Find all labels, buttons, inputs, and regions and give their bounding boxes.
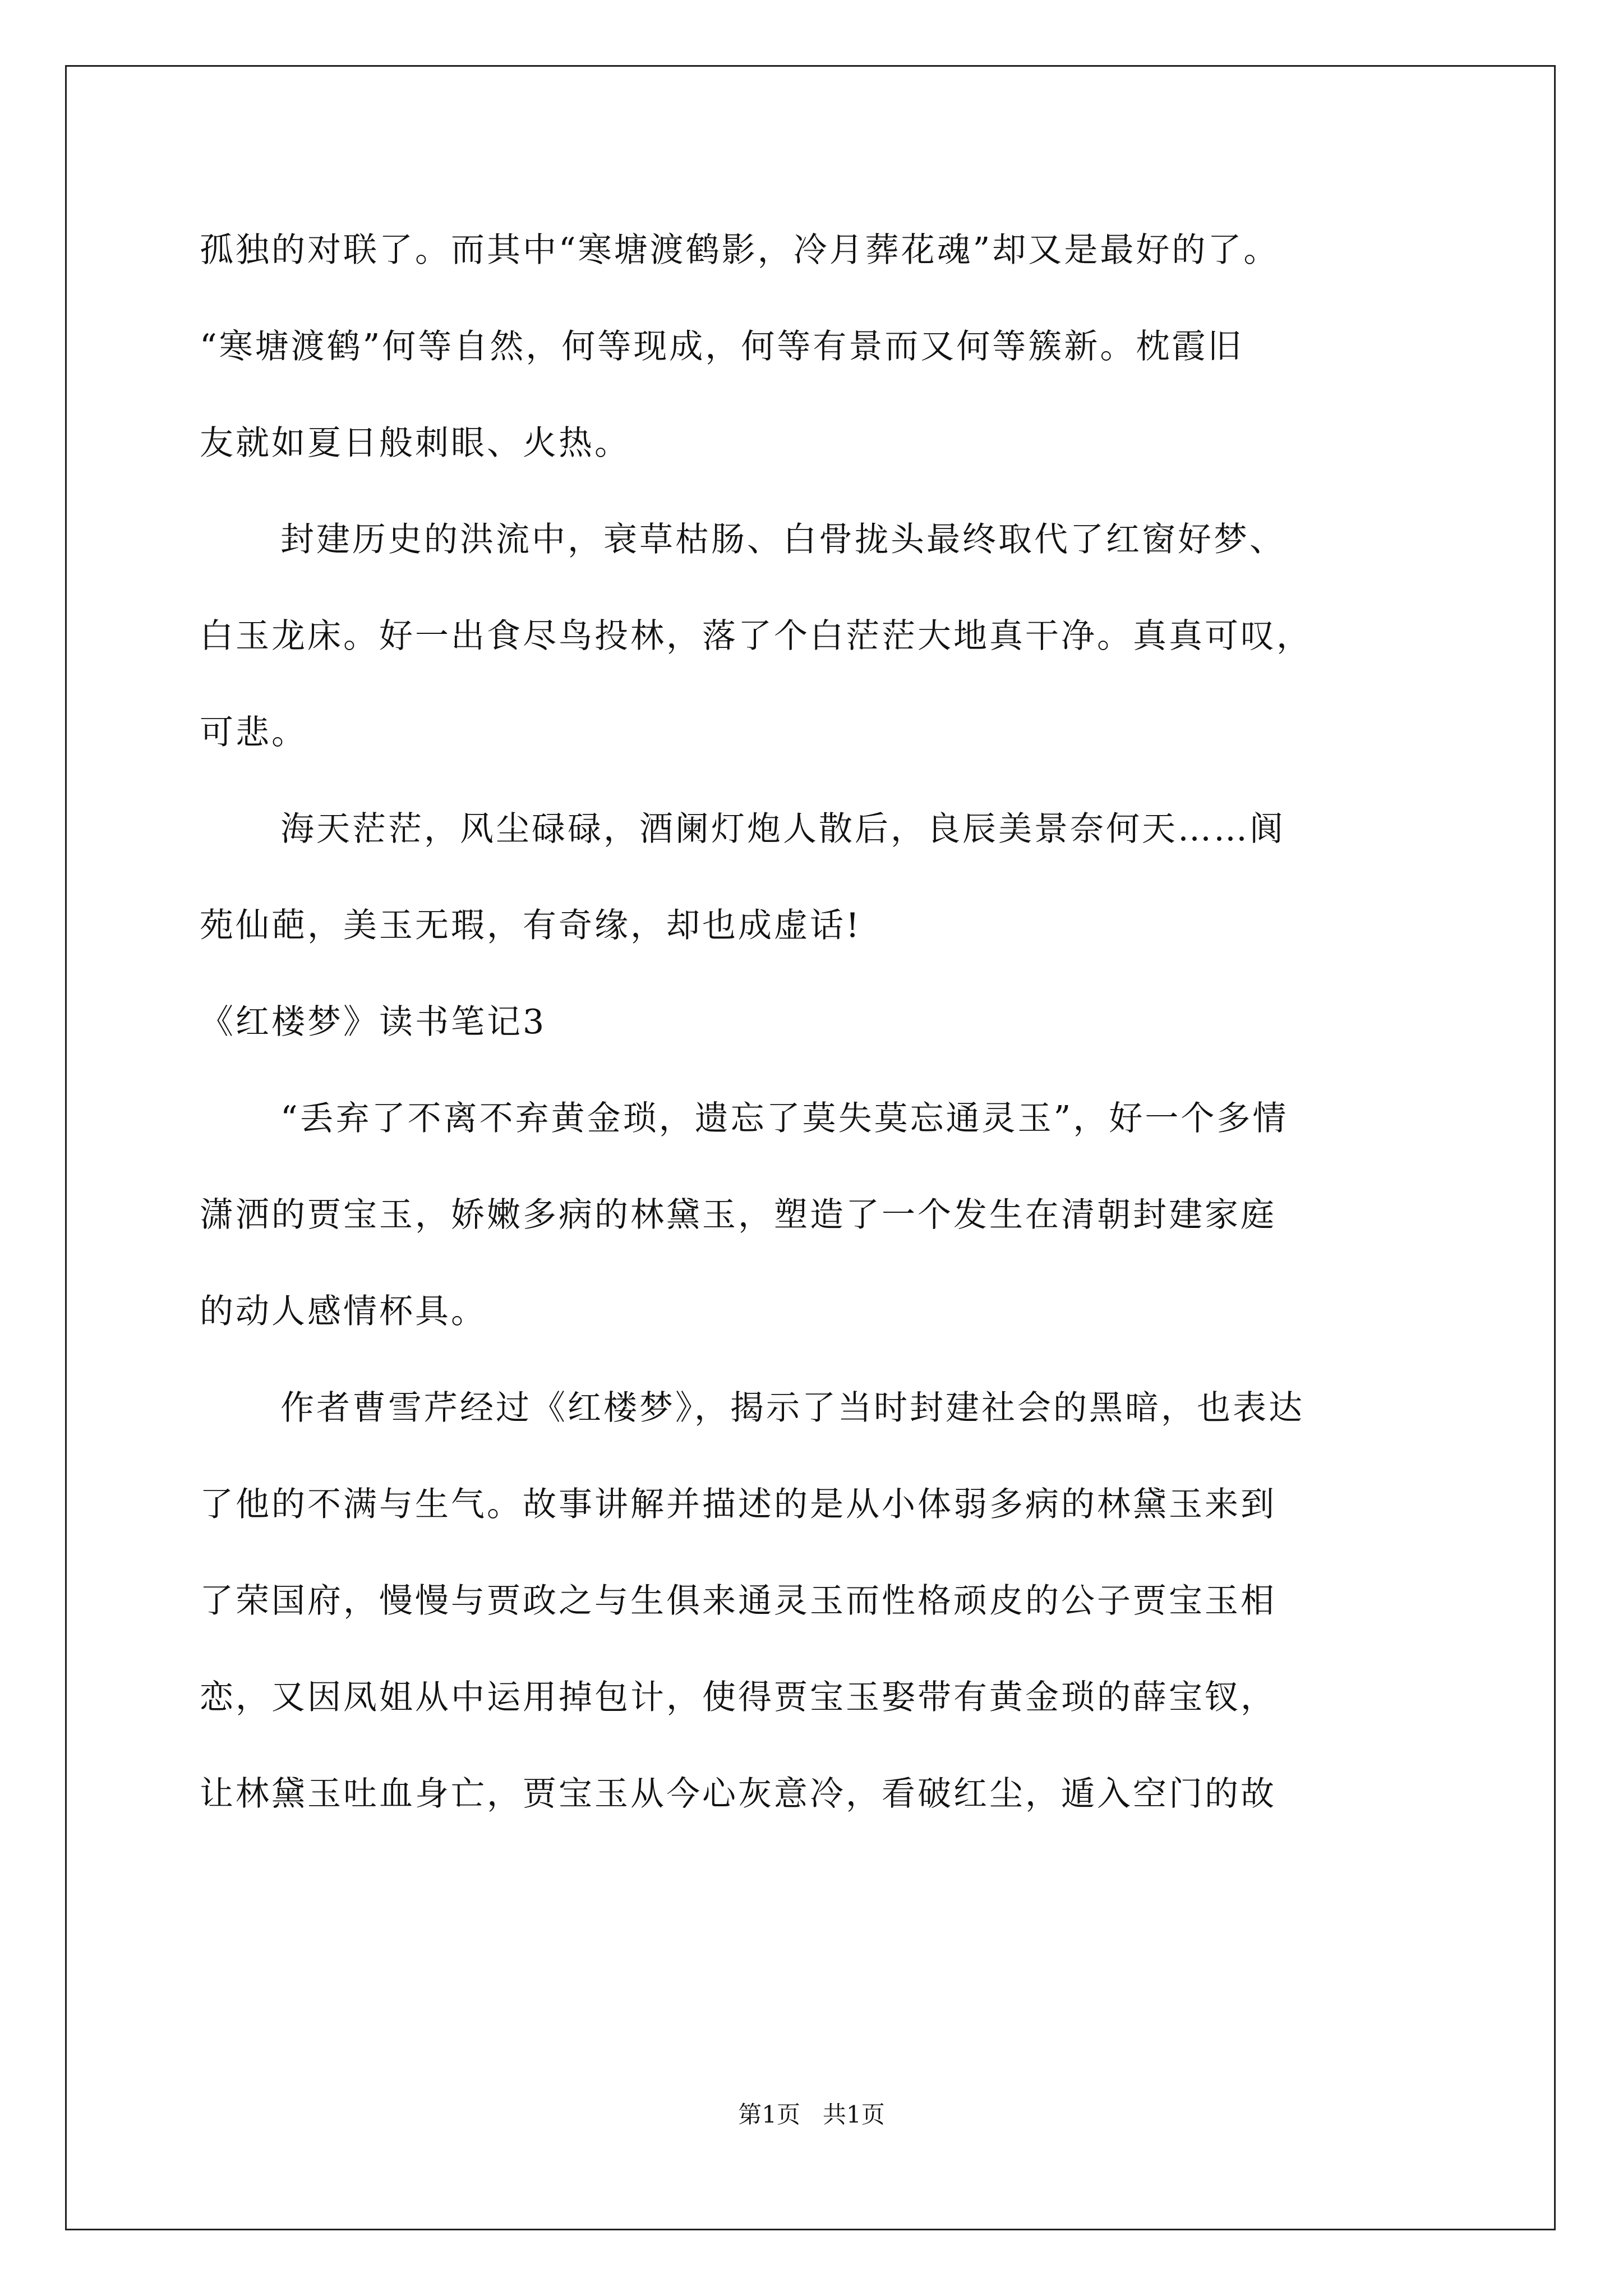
- text-line: 孤独的对联了。而其中“寒塘渡鹤影，冷月葬花魂”却又是最好的了。: [200, 231, 1280, 270]
- text-line: 恋，又因凤姐从中运用掉包计，使得贾宝玉娶带有黄金琐的薛宝钗，: [200, 1678, 1276, 1717]
- text-line: 让林黛玉吐血身亡，贾宝玉从今心灰意冷，看破红尘，遁入空门的故: [200, 1774, 1276, 1814]
- text-line: 了他的不满与生气。故事讲解并描述的是从小体弱多病的林黛玉来到: [200, 1485, 1276, 1524]
- text-line: 白玉龙床。好一出食尽鸟投林，落了个白茫茫大地真干净。真真可叹，: [200, 616, 1312, 656]
- text-line: 可悲。: [200, 713, 307, 752]
- paragraph-start-line: 海天茫茫，风尘碌碌，酒阑灯炮人散后，良辰美景奈何天……阆: [280, 809, 1285, 849]
- text-line: 了荣国府，慢慢与贾政之与生俱来通灵玉而性格顽皮的公子贾宝玉相: [200, 1581, 1276, 1621]
- section-heading: 《红楼梦》读书笔记3: [200, 1002, 547, 1042]
- page-footer: 第1页 共1页: [738, 2101, 885, 2128]
- paragraph-start-line: 封建历史的洪流中，衰草枯肠、白骨拢头最终取代了红窗好梦、: [280, 520, 1285, 559]
- text-line: 友就如夏日般刺眼、火热。: [200, 424, 630, 463]
- paragraph-start-line: 作者曹雪芹经过《红楼梦》，揭示了当时封建社会的黑暗，也表达: [280, 1388, 1304, 1428]
- text-line: 的动人感情杯具。: [200, 1292, 487, 1331]
- text-line: “寒塘渡鹤”何等自然，何等现成，何等有景而又何等簇新。枕霞旧: [200, 327, 1244, 366]
- text-line: 苑仙葩，美玉无瑕，有奇缘，却也成虚话!: [200, 906, 862, 945]
- paragraph-start-line: “丢弃了不离不弃黄金琐，遗忘了莫失莫忘通灵玉”，好一个多情: [280, 1099, 1289, 1138]
- text-line: 潇洒的贾宝玉，娇嫩多病的林黛玉，塑造了一个发生在清朝封建家庭: [200, 1195, 1276, 1235]
- document-body: [200, 202, 1428, 1842]
